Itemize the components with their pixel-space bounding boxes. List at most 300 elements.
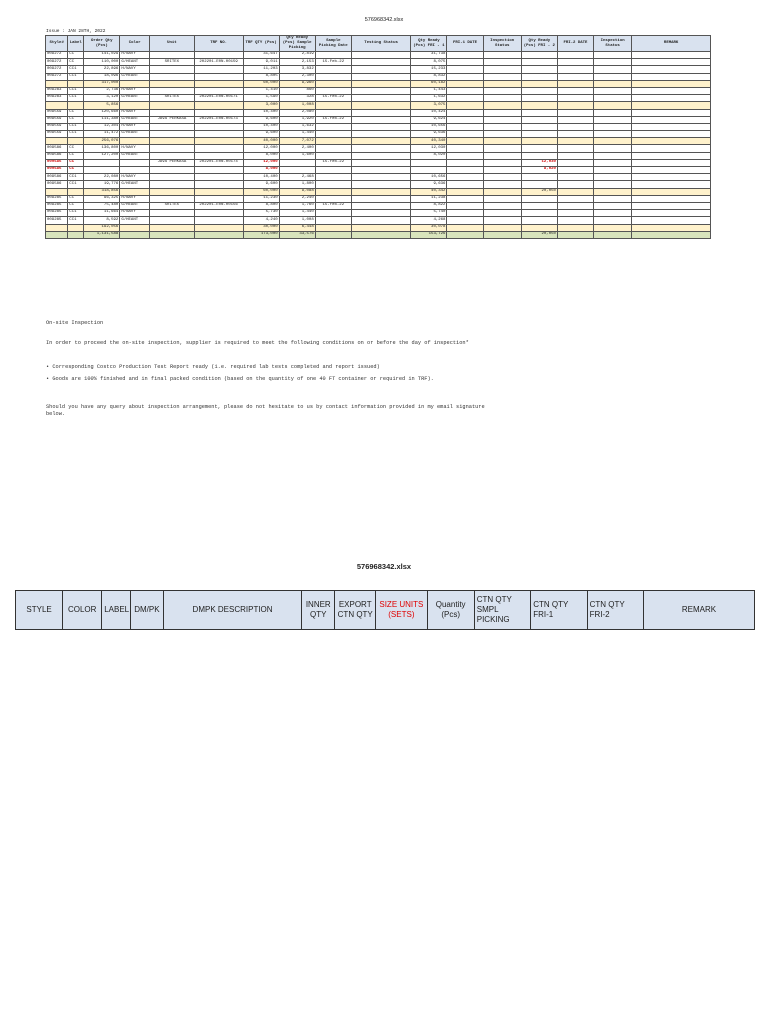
table-cell xyxy=(521,202,557,209)
table-cell xyxy=(351,59,410,66)
table-cell: 20,050 xyxy=(521,231,557,238)
table-cell xyxy=(447,224,483,231)
table-cell: G/HEANT xyxy=(120,202,150,209)
table-cell: SRITEX xyxy=(150,202,195,209)
table-cell xyxy=(483,231,521,238)
table-cell: 1,600 xyxy=(279,152,315,159)
column-header: DM/PK xyxy=(130,591,163,630)
table-cell: 11,230 xyxy=(243,195,279,202)
table-cell: 009559 xyxy=(46,131,68,138)
table-cell: 8,075 xyxy=(411,59,447,66)
table-cell xyxy=(120,159,150,166)
table-cell xyxy=(315,102,351,109)
table-cell xyxy=(447,231,483,238)
table-cell: CC xyxy=(68,159,84,166)
table-row xyxy=(46,116,711,123)
table-cell xyxy=(150,195,195,202)
table-cell: CC xyxy=(68,145,84,152)
table-row xyxy=(46,217,711,224)
table-cell xyxy=(194,131,243,138)
table-cell: JAVA PERKASA xyxy=(150,159,195,166)
table-cell: 3,120 xyxy=(84,95,120,102)
table-cell xyxy=(483,145,521,152)
table-cell xyxy=(351,87,410,94)
table-cell xyxy=(120,188,150,195)
table-cell xyxy=(594,131,632,138)
table-cell xyxy=(483,73,521,80)
table-cell: 15-Feb-22 xyxy=(315,159,351,166)
table-cell xyxy=(68,224,84,231)
table-cell xyxy=(632,102,711,109)
table-cell xyxy=(483,59,521,66)
table-cell: 3,000 xyxy=(243,102,279,109)
table-cell xyxy=(194,80,243,87)
onsite-heading: On-site Inspection xyxy=(46,320,104,326)
table-cell xyxy=(521,152,557,159)
table-cell: CC1 xyxy=(68,210,84,217)
table-cell xyxy=(521,95,557,102)
table-cell xyxy=(351,138,410,145)
table-cell xyxy=(521,210,557,217)
table-row xyxy=(46,59,711,66)
table-cell xyxy=(521,109,557,116)
table-cell xyxy=(483,95,521,102)
table-cell xyxy=(150,167,195,174)
table-cell: 5,740 xyxy=(411,210,447,217)
table-cell: 1,920 xyxy=(279,116,315,123)
table-cell xyxy=(557,167,593,174)
table-cell: 9,088 xyxy=(279,188,315,195)
inspection-table xyxy=(45,35,711,239)
table-cell xyxy=(315,80,351,87)
table-cell xyxy=(483,224,521,231)
table-cell: 317,000 xyxy=(84,80,120,87)
table-cell xyxy=(351,73,410,80)
table-cell: CC xyxy=(68,167,84,174)
table-cell xyxy=(483,138,521,145)
table-cell xyxy=(150,109,195,116)
table-cell: 4,240 xyxy=(243,217,279,224)
table-cell xyxy=(557,123,593,130)
table-cell: CC xyxy=(68,109,84,116)
table-cell xyxy=(120,80,150,87)
table-cell: CC1 xyxy=(68,123,84,130)
table-cell xyxy=(351,109,410,116)
table-cell: 9,600 xyxy=(243,181,279,188)
table-cell: 1,632 xyxy=(411,95,447,102)
table-cell: 15-Feb-22 xyxy=(315,116,351,123)
table-cell xyxy=(315,217,351,224)
table-cell xyxy=(46,138,68,145)
table-cell: 202201-E0N-00171 xyxy=(194,95,243,102)
table-cell: 75,480 xyxy=(84,202,120,209)
table-cell xyxy=(632,116,711,123)
table-cell xyxy=(632,109,711,116)
table-row xyxy=(46,167,711,174)
table-cell: G/HEANT xyxy=(120,59,150,66)
table-cell: G/HEANT xyxy=(120,181,150,188)
table-cell: 009586 xyxy=(46,174,68,181)
table-cell xyxy=(447,174,483,181)
table-cell: 9,011 xyxy=(243,59,279,66)
table-cell xyxy=(521,102,557,109)
table-cell xyxy=(632,87,711,94)
table-cell xyxy=(194,123,243,130)
table-cell xyxy=(315,195,351,202)
table-cell xyxy=(84,159,120,166)
table-row xyxy=(46,188,711,195)
table-cell xyxy=(351,80,410,87)
table-cell: CC xyxy=(68,59,84,66)
table-cell: CC1 xyxy=(68,217,84,224)
table-cell: 192,056 xyxy=(84,224,120,231)
table-cell xyxy=(447,188,483,195)
table-cell: JAVA PERKASA xyxy=(150,116,195,123)
table-cell: G/HEANT xyxy=(120,116,150,123)
table-cell: 860 xyxy=(279,87,315,94)
table-cell xyxy=(521,66,557,73)
table-cell xyxy=(632,224,711,231)
table-cell xyxy=(351,210,410,217)
table-cell: CC1 xyxy=(68,87,84,94)
table-cell xyxy=(315,52,351,59)
table-cell xyxy=(351,167,410,174)
table-cell xyxy=(632,95,711,102)
table-cell xyxy=(632,138,711,145)
table-cell: 30,000 xyxy=(243,224,279,231)
table-cell xyxy=(483,195,521,202)
onsite-closing: Should you have any query about inspection arrangement, please do not hesitate to us by contact information provided in my email signature below. xyxy=(46,404,485,417)
table-cell xyxy=(632,202,711,209)
table-cell xyxy=(120,167,150,174)
table-row xyxy=(46,123,711,130)
table-cell xyxy=(557,188,593,195)
table-cell: 11,238 xyxy=(411,195,447,202)
column-header: DMPK DESCRIPTION xyxy=(163,591,302,630)
table-cell xyxy=(279,159,315,166)
table-cell: 19,776 xyxy=(84,181,120,188)
table-cell xyxy=(194,52,243,59)
table-cell: 6,448 xyxy=(279,224,315,231)
table-cell xyxy=(351,66,410,73)
table-cell xyxy=(150,123,195,130)
table-cell xyxy=(447,52,483,59)
table-cell xyxy=(351,52,410,59)
column-header: Order Qty (Pcs) xyxy=(84,36,120,52)
table-row xyxy=(46,66,711,73)
table-cell xyxy=(150,102,195,109)
table-cell xyxy=(411,159,447,166)
table-cell: CC xyxy=(68,195,84,202)
table-cell xyxy=(351,102,410,109)
table-cell xyxy=(46,224,68,231)
table-cell xyxy=(594,210,632,217)
table-cell xyxy=(351,231,410,238)
table-cell: CC xyxy=(68,202,84,209)
table-cell: 1,443 xyxy=(411,87,447,94)
onsite-intro: In order to proceed the on-site inspection, supplier is required to meet the following conditions on or before the day of inspection* xyxy=(46,340,469,346)
table-cell: G/HEANT xyxy=(120,131,150,138)
table-cell xyxy=(194,73,243,80)
table-cell xyxy=(447,116,483,123)
table-cell xyxy=(557,116,593,123)
table-cell xyxy=(194,167,243,174)
table-cell xyxy=(315,224,351,231)
table-cell: G/HEANT xyxy=(120,95,150,102)
table-cell: CC1 xyxy=(68,95,84,102)
table-cell: 7,072 xyxy=(279,138,315,145)
table-cell: 110,000 xyxy=(84,59,120,66)
table-cell: 22,080 xyxy=(84,174,120,181)
table-cell xyxy=(483,102,521,109)
table-cell: 5,730 xyxy=(243,210,279,217)
column-header: Qty Ready (Pcs) FRI - 2 xyxy=(521,36,557,52)
table-cell xyxy=(521,59,557,66)
table-cell xyxy=(632,145,711,152)
table-cell xyxy=(351,159,410,166)
table-cell: G/HEANT xyxy=(120,217,150,224)
table-cell xyxy=(521,224,557,231)
table-cell xyxy=(594,152,632,159)
table-row xyxy=(46,138,711,145)
table-cell xyxy=(194,145,243,152)
table-cell: CC1 xyxy=(68,181,84,188)
table-cell: 8,020 xyxy=(411,152,447,159)
table-cell xyxy=(483,167,521,174)
table-cell xyxy=(594,217,632,224)
column-header: Qty Ready (Pcs) Sample Picking xyxy=(279,36,315,52)
table-cell: 009272 xyxy=(46,66,68,73)
table-cell xyxy=(594,52,632,59)
table-cell xyxy=(557,59,593,66)
column-header: STYLE xyxy=(16,591,63,630)
table-cell xyxy=(632,131,711,138)
table-cell: 1,800 xyxy=(279,181,315,188)
table-cell: 60,000 xyxy=(243,80,279,87)
column-header: Label xyxy=(68,36,84,52)
table-cell xyxy=(315,181,351,188)
table-cell xyxy=(594,80,632,87)
table-cell: 10,400 xyxy=(243,109,279,116)
table-cell xyxy=(557,131,593,138)
table-cell xyxy=(447,66,483,73)
table-cell: 009285 xyxy=(46,217,68,224)
table-cell xyxy=(632,52,711,59)
table-cell: 1,008 xyxy=(279,217,315,224)
table-cell xyxy=(521,138,557,145)
table-cell: 30,078 xyxy=(411,224,447,231)
table-row xyxy=(46,80,711,87)
table-cell xyxy=(557,224,593,231)
column-header: FRI-2 DATE xyxy=(557,36,593,52)
table-cell xyxy=(632,210,711,217)
column-header: INNER QTY xyxy=(302,591,335,630)
table-cell xyxy=(447,123,483,130)
table-cell: 009272 xyxy=(46,73,68,80)
table-cell xyxy=(594,174,632,181)
table-cell: 202201-E0N-00156 xyxy=(194,202,243,209)
table-cell: 2,736 xyxy=(84,87,120,94)
table-cell xyxy=(68,231,84,238)
table-cell: 8,805 xyxy=(243,73,279,80)
table-cell xyxy=(194,181,243,188)
table-cell: 2,819 xyxy=(279,52,315,59)
table-cell: 1,760 xyxy=(279,202,315,209)
table-cell: 10,400 xyxy=(243,123,279,130)
table-cell xyxy=(351,195,410,202)
table-cell xyxy=(68,102,84,109)
table-cell xyxy=(594,66,632,73)
table-cell xyxy=(483,131,521,138)
table-cell: 111,380 xyxy=(84,116,120,123)
table-cell xyxy=(194,102,243,109)
table-cell xyxy=(279,167,315,174)
table-cell: 009285 xyxy=(46,195,68,202)
table-cell: 2,153 xyxy=(279,59,315,66)
table-cell xyxy=(150,131,195,138)
table-cell xyxy=(351,116,410,123)
table-cell xyxy=(483,80,521,87)
table-cell xyxy=(68,80,84,87)
table-cell: 009586 xyxy=(46,152,68,159)
table-row xyxy=(46,202,711,209)
column-header: REMARK xyxy=(644,591,755,630)
table-cell xyxy=(632,80,711,87)
packing-table xyxy=(15,590,755,630)
table-cell: CC xyxy=(68,116,84,123)
table-cell: 141,029 xyxy=(84,52,120,59)
table-cell xyxy=(594,195,632,202)
table-cell xyxy=(351,123,410,130)
table-cell xyxy=(315,73,351,80)
table-cell: 9,636 xyxy=(411,131,447,138)
table-cell xyxy=(594,188,632,195)
table-cell: 9,960 xyxy=(279,80,315,87)
table-cell xyxy=(46,80,68,87)
table-cell xyxy=(194,109,243,116)
column-header: LABEL xyxy=(102,591,131,630)
table-cell xyxy=(150,80,195,87)
table-cell: 40,340 xyxy=(411,138,447,145)
table-cell: 10,424 xyxy=(411,109,447,116)
onsite-bullet-1: • Corresponding Costco Production Test Report ready (i.e. required lab tests completed and report issued) xyxy=(46,364,380,370)
table-cell xyxy=(120,231,150,238)
table-cell xyxy=(194,210,243,217)
table-cell: 18,096 xyxy=(84,73,120,80)
table-cell xyxy=(557,52,593,59)
table-cell xyxy=(557,195,593,202)
table-cell xyxy=(483,217,521,224)
table-cell: 009283 xyxy=(46,87,68,94)
table-cell xyxy=(150,174,195,181)
table-cell xyxy=(447,80,483,87)
table-cell: 1,131,588 xyxy=(84,231,120,238)
column-header: REMARK xyxy=(632,36,711,52)
table-cell xyxy=(315,167,351,174)
table-cell xyxy=(594,202,632,209)
table-cell: 10,400 xyxy=(243,174,279,181)
table-cell: 15-Feb-22 xyxy=(315,59,351,66)
column-header: CTN QTY FRI-2 xyxy=(587,591,643,630)
table-cell xyxy=(521,87,557,94)
table-cell: H/NAVY xyxy=(120,210,150,217)
table-cell: 009285 xyxy=(46,202,68,209)
table-cell xyxy=(632,66,711,73)
table-cell: G/HEANT xyxy=(120,152,150,159)
table-row xyxy=(46,195,711,202)
table-cell: 009285 xyxy=(46,210,68,217)
table-cell xyxy=(483,116,521,123)
table-cell xyxy=(521,116,557,123)
column-header: EXPORT CTN QTY xyxy=(335,591,376,630)
table-cell xyxy=(194,188,243,195)
column-header: Style# xyxy=(46,36,68,52)
table-cell xyxy=(447,87,483,94)
table-cell xyxy=(351,188,410,195)
table-cell: 153,726 xyxy=(411,231,447,238)
table-cell xyxy=(351,131,410,138)
table-cell xyxy=(194,174,243,181)
table-cell xyxy=(194,138,243,145)
table-cell: 2,240 xyxy=(279,195,315,202)
table-cell xyxy=(483,123,521,130)
table-cell xyxy=(632,188,711,195)
table-cell xyxy=(557,217,593,224)
table-cell xyxy=(351,152,410,159)
table-cell xyxy=(150,145,195,152)
column-header: CTN QTY SMPL PICKING xyxy=(474,591,530,630)
table-cell xyxy=(521,217,557,224)
table-cell xyxy=(594,145,632,152)
table-cell: 2,400 xyxy=(279,145,315,152)
column-header: Inspection Status xyxy=(483,36,521,52)
table-cell xyxy=(194,152,243,159)
table-cell: G/HEANT xyxy=(120,73,150,80)
table-cell: H/NAVY xyxy=(120,109,150,116)
table-cell xyxy=(150,138,195,145)
table-cell xyxy=(557,174,593,181)
table-cell xyxy=(594,102,632,109)
table-cell xyxy=(557,159,593,166)
table-cell xyxy=(447,217,483,224)
table-cell xyxy=(557,181,593,188)
table-cell: 11,472 xyxy=(84,131,120,138)
table-cell xyxy=(120,102,150,109)
table-cell: 009586 xyxy=(46,145,68,152)
table-cell: 127,200 xyxy=(84,152,120,159)
table-cell xyxy=(150,52,195,59)
table-cell xyxy=(594,181,632,188)
table-row xyxy=(46,73,711,80)
table-cell xyxy=(594,109,632,116)
table-cell xyxy=(483,152,521,159)
table-cell: 009586 xyxy=(46,167,68,174)
table-cell: 1,440 xyxy=(279,131,315,138)
table-cell xyxy=(315,109,351,116)
table-row xyxy=(46,87,711,94)
table-cell: 136,800 xyxy=(84,145,120,152)
table-cell xyxy=(594,116,632,123)
table-row xyxy=(46,152,711,159)
table-cell xyxy=(447,131,483,138)
table-cell xyxy=(521,181,557,188)
table-cell: CC1 xyxy=(68,131,84,138)
table-cell xyxy=(194,231,243,238)
table-cell: 9,600 xyxy=(243,131,279,138)
table-cell xyxy=(351,224,410,231)
table-cell xyxy=(120,138,150,145)
column-header: Testing Status xyxy=(351,36,410,52)
